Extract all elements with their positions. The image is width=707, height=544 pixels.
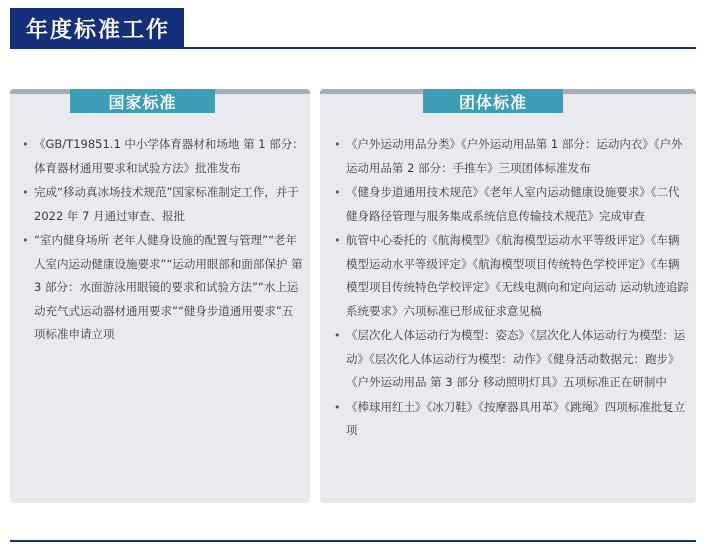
- page-title: 年度标准工作: [10, 8, 184, 48]
- list-item: • 《棒球用红土》《冰刀鞋》《按摩器具用革》《跳绳》四项标准批复立项: [334, 396, 689, 443]
- national-standards-list: [22, 133, 304, 348]
- group-standards-list: [334, 133, 689, 444]
- list-item: • 《GB/T19851.1 中小学体育器材和场地 第 1 部分：体育器材通用要求和试验方法》批准发布: [22, 133, 304, 180]
- list-item: • “室内健身场所 老年人健身设施的配置与管理”“老年人室内运动健康设施要求”“运动用眼部和面部保护 第 3 部分：水面游泳用眼镜的要求和试验方法”“水上运动充气式运动器材通用要求”“健身步道通用要求”五项标准申请立项: [22, 229, 304, 347]
- title-divider: [10, 47, 696, 49]
- group-standards-heading: 团体标准: [423, 89, 563, 113]
- list-item: • 《户外运动用品分类》《户外运动用品第 1 部分：运动内衣》《户外运动用品第 2 部分：手推车》三项团体标准发布: [334, 133, 689, 180]
- list-item: • 《健身步道通用技术规范》《老年人室内运动健康设施要求》《二代健身路径管理与服务集成系统信息传输技术规范》完成审查: [334, 181, 689, 228]
- list-item: • 《层次化人体运动行为模型：姿态》《层次化人体运动行为模型：运动》《层次化人体运动行为模型：动作》《健身活动数据元：跑步》《户外运动用品 第 3 部分 移动照明灯具》五项标准正在研制中: [334, 324, 689, 395]
- national-standards-heading: 国家标准: [70, 89, 215, 113]
- bottom-divider: [10, 540, 696, 542]
- list-item: • 完成“移动真冰场技术规范”国家标准制定工作，并于 2022 年 7 月通过审查、报批: [22, 181, 304, 228]
- national-standards-panel: [10, 89, 310, 503]
- list-item: • 航管中心委托的《航海模型》《航海模型运动水平等级评定》《车辆模型运动水平等级评定》《航海模型项目传统特色学校评定》《车辆模型项目传统特色学校评定》《无线电测向和定向运动 运动轨迹追踪系统要求》六项标准已形成征求意见稿: [334, 229, 689, 323]
- group-standards-panel: [320, 89, 696, 503]
